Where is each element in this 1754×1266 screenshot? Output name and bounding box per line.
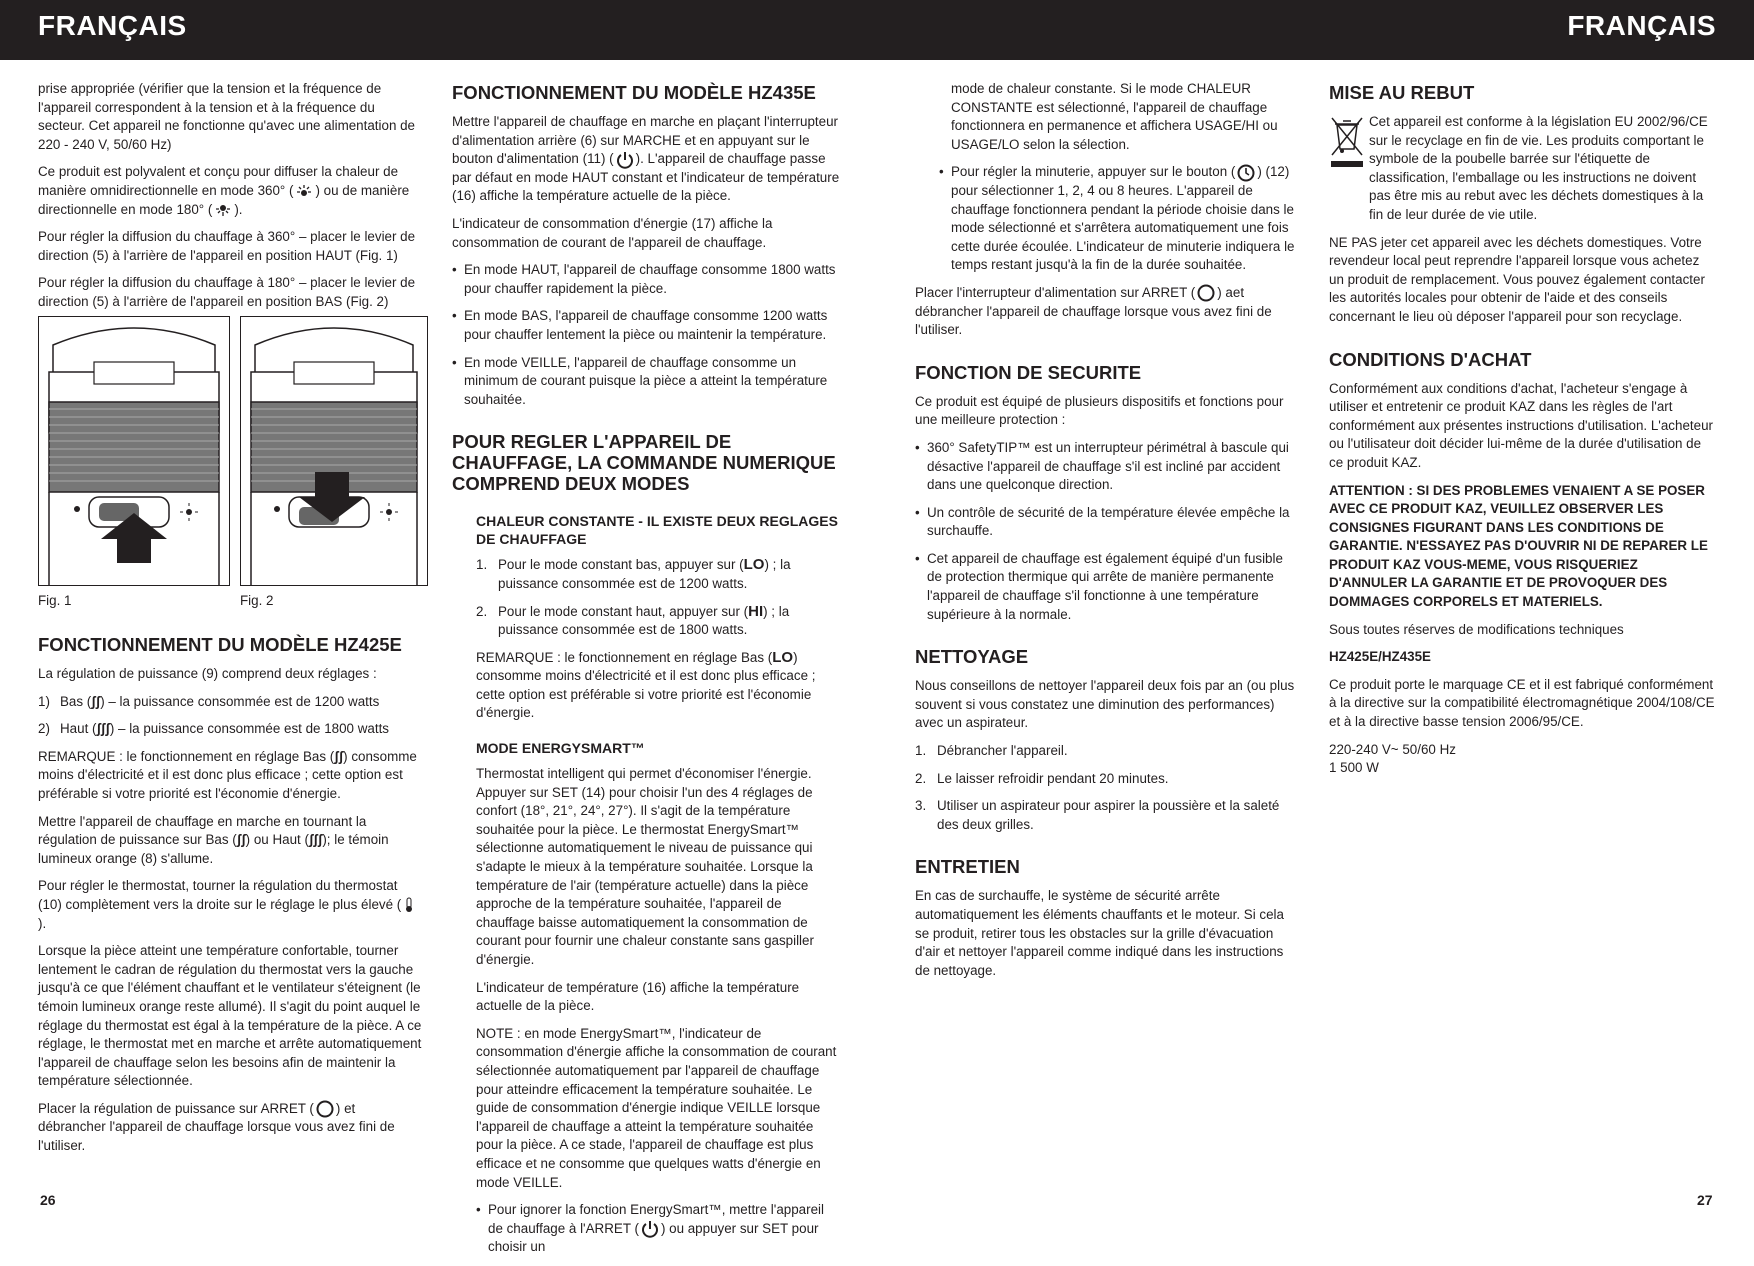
- list-item: 2. Le laisser refroidir pendant 20 minutes.: [915, 770, 1169, 786]
- section-heading: NETTOYAGE: [915, 646, 1029, 668]
- section-heading: FONCTIONNEMENT DU MODÈLE HZ425E: [38, 634, 402, 655]
- paragraph: Pour régler la diffusion du chauffage à 180° – placer le levier de direction (5) à l'arrière de l'appareil en position BAS (Fig. 2): [38, 275, 416, 309]
- list-item: • En mode HAUT, l'appareil de chauffage consomme 1800 watts pour chauffer rapidement la pièce.: [452, 261, 840, 298]
- paragraph: Placer l'interrupteur d'alimentation sur ARRET ( ) aet débrancher l'appareil de chauffage lorsque vous avez fini de l'utiliser.: [915, 284, 1272, 338]
- low-power-icon: ʃʃ: [91, 693, 101, 709]
- thermometer-icon: [403, 897, 415, 913]
- column-1-lower: [38, 622, 422, 1165]
- page-number-right: 27: [1697, 1192, 1713, 1208]
- figure-2-heater-down: [240, 316, 428, 586]
- list-item: • Pour régler la minuterie, appuyer sur le bouton ( ) (12) pour sélectionner 1, 2, 4 ou 8 heures. L'appareil de chauffage fonctionnera pendant la période choisie dans le mode sélectionné et s'arrêtera automatiquement une fois cette durée écoulée. L'indicateur de minuterie indiquera le temps restant jusqu'à la fin de la durée souhaitée.: [939, 163, 1300, 275]
- paragraph: Mettre l'appareil de chauffage en marche en tournant la régulation de puissance sur Bas (ʃʃ) ou Haut (ʃʃʃ); le témoin lumineux orange (8) s'allume.: [38, 813, 389, 866]
- heater-illustration-fig2: [241, 317, 427, 585]
- weee-block: [1329, 113, 1717, 225]
- figure-1-heater-up: [38, 316, 230, 586]
- section-heading: POUR REGLER L'APPAREIL DE CHAUFFAGE, LA COMMANDE NUMERIQUE COMPREND DEUX MODES: [452, 431, 836, 495]
- subsection-heading: CHALEUR CONSTANTE - IL EXISTE DEUX REGLAGES DE CHAUFFAGE: [476, 513, 838, 548]
- paragraph: L'indicateur de consommation d'énergie (17) affiche la consommation de courant de l'appareil de chauffage.: [452, 215, 773, 250]
- hi-button-icon: HI: [748, 602, 764, 620]
- paragraph: mode de chaleur constante. Si le mode CHALEUR CONSTANTE est sélectionné, l'appareil de chauffage fonctionnera en permanence et affichera USAGE/HI ou USAGE/LO selon la sélection.: [951, 81, 1278, 152]
- paragraph: L'indicateur de température (16) affiche la température actuelle de la pièce.: [476, 979, 800, 1014]
- column-1: [38, 80, 422, 321]
- subsection-heading: MODE ENERGYSMART™: [476, 740, 645, 757]
- paragraph: Conformément aux conditions d'achat, l'acheteur s'engage à utiliser et entretenir ce produit KAZ dans les règles de l'art conformément aux présentes instructions d'utilisation. L'acheteur ou l'utilisateur doit décider lui-même de la durée d'utilisation de ce produit KAZ.: [1329, 380, 1713, 470]
- column-3: [915, 80, 1300, 989]
- paragraph: La régulation de puissance (9) comprend deux réglages :: [38, 666, 377, 681]
- low-power-icon: ʃʃ: [334, 748, 344, 764]
- section-heading: ENTRETIEN: [915, 856, 1020, 878]
- list-item: 1) Bas (ʃʃ) – la puissance consommée est de 1200 watts: [38, 693, 380, 709]
- paragraph: REMARQUE : le fonctionnement en réglage Bas (LO) consomme moins d'électricité et il est donc plus efficace ; cette option est préférable si votre priorité est l'économie d'énergie.: [476, 648, 816, 721]
- paragraph: Mettre l'appareil de chauffage en marche en plaçant l'interrupteur d'alimentation arrière (6) sur MARCHE et en appuyant sur le bouton d'alimentation (11) ( ). L'appareil de chauffage passe par défaut en mode HAUT constant et l'indicateur de température (16) affiche la température actuelle de la pièce.: [452, 114, 840, 204]
- list-item: • En mode VEILLE, l'appareil de chauffage consomme un minimum de courant puisque la pièce a atteint la température souhaitée.: [452, 354, 840, 410]
- section-heading: MISE AU REBUT: [1329, 82, 1475, 103]
- warning-paragraph: ATTENTION : SI DES PROBLEMES VENAIENT A SE POSER AVEC CE PRODUIT KAZ, VEUILLEZ OBSERVER LES CONSIGNES FIGURANT DANS LES CONDITIONS DE GARANTIE. N'ESSAYEZ PAS D'OUVRIR NI DE REPARER LE PRODUIT KAZ VOUS-MEME, VOUS RISQUERIEZ D'ANNULER LA GARANTIE ET DE PROVOQUER DES DOMMAGES CORPORELS ET MATERIELS.: [1329, 482, 1708, 610]
- power-icon: [616, 151, 634, 169]
- section-heading: CONDITIONS D'ACHAT: [1329, 348, 1532, 370]
- paragraph: Sous toutes réserves de modifications techniques: [1329, 621, 1624, 637]
- paragraph: Nous conseillons de nettoyer l'appareil deux fois par an (ou plus souvent si vous constatez une diminution des performances) avec un aspirateur.: [915, 678, 1295, 731]
- paragraph: prise appropriée (vérifier que la tension et la fréquence de l'appareil correspondent à la tension et à la fréquence du secteur. Cet appareil ne fonctionne qu'avec une alimentation de 220 - 240 V, 50/60 Hz): [38, 81, 416, 152]
- paragraph: Placer la régulation de puissance sur ARRET ( ) et débrancher l'appareil de chauffage lorsque vous avez fini de l'utiliser.: [38, 1100, 395, 1154]
- list-item: • Cet appareil de chauffage est également équipé d'un fusible de protection thermique qui arrête de manière permanente l'appareil de chauffage s'il fonctionne à une température supérieure à la normale.: [915, 550, 1300, 624]
- timer-clock-icon: [1237, 164, 1255, 182]
- low-power-icon: ʃʃ: [236, 832, 246, 848]
- list-item: 3. Utiliser un aspirateur pour aspirer la poussière et la saleté des deux grilles.: [915, 798, 1280, 832]
- power-spec: 1 500 W: [1329, 760, 1379, 776]
- paragraph: NOTE : en mode EnergySmart™, l'indicateur de consommation d'énergie affiche la consommation de courant sélectionnée automatiquement par l'appareil de chauffage pour atteindre efficacement la température souhaitée. Le guide de consommation d'énergie indique VEILLE lorsque l'appareil de chauffage a atteint la température souhaitée pour la pièce. A ce stade, l'appareil de chauffage est plus efficace et ne consomme que quelques watts d'énergie en mode VEILLE.: [476, 1025, 837, 1190]
- paragraph: Ce produit est équipé de plusieurs dispositifs et fonctions pour une meilleure protection :: [915, 393, 1284, 428]
- heat-360-icon: [295, 184, 313, 198]
- page-number-left: 26: [40, 1192, 56, 1208]
- lo-button-icon: LO: [772, 648, 794, 666]
- power-icon: [641, 1220, 659, 1238]
- paragraph: Ce produit est polyvalent et conçu pour diffuser la chaleur de manière omnidirectionnelle en mode 360° ( ) ou de manière directionnelle en mode 180° ( ).: [38, 164, 410, 217]
- paragraph: Lorsque la pièce atteint une température confortable, tourner lentement le cadran de régulation du thermostat vers la gauche jusqu'à ce que l'élément chauffant et le ventilateur s'éteignent (le témoin lumineux orange reste allumé). Il s'agit du point auquel le réglage du thermostat est égal à la température de la pièce. A ce réglage, le thermostat met en marche et arrête automatiquement l'appareil de chauffage selon les besoins afin de maintenir la température sélectionnée.: [38, 943, 422, 1089]
- high-power-icon: ʃʃʃ: [96, 721, 110, 737]
- lo-button-icon: LO: [743, 556, 765, 574]
- header-bar: [0, 0, 1754, 60]
- paragraph: Pour régler la diffusion du chauffage à 360° – placer le levier de direction (5) à l'arrière de l'appareil en position HAUT (Fig. 1): [38, 229, 416, 263]
- list-item: 2. Pour le mode constant haut, appuyer sur (HI) ; la puissance consommée est de 1800 watts.: [476, 602, 790, 638]
- column-4: [1329, 80, 1717, 787]
- list-item: • Un contrôle de sécurité de la température élevée empêche la surchauffe.: [915, 504, 1300, 541]
- section-heading: FONCTIONNEMENT DU MODÈLE HZ435E: [452, 82, 816, 103]
- subsection: [452, 512, 840, 1257]
- paragraph: En cas de surchauffe, le système de sécurité arrête automatiquement les éléments chauffants et le moteur. Si cela se produit, retirer tous les obstacles sur la grille d'évacuation d'air et nettoyer l'appareil comme indiqué dans les instructions de nettoyage.: [915, 888, 1284, 978]
- list-item: 1. Débrancher l'appareil.: [915, 743, 1068, 759]
- language-label-left: FRANÇAIS: [38, 10, 187, 41]
- paragraph: REMARQUE : le fonctionnement en réglage Bas (ʃʃ) consomme moins d'électricité et il est donc plus efficace ; cette option est préférable si votre priorité est l'économie d'énergie.: [38, 748, 417, 801]
- figure-1-caption: Fig. 1: [38, 593, 72, 608]
- figure-2-caption: Fig. 2: [240, 593, 274, 608]
- model-numbers: HZ425E/HZ435E: [1329, 649, 1431, 665]
- list-item: • En mode BAS, l'appareil de chauffage consomme 1200 watts pour chauffer lentement la pièce ou maintenir la température.: [452, 307, 840, 344]
- paragraph: Ce produit porte le marquage CE et il est fabriqué conformément à la directive sur la compatibilité électromagnétique 2004/108/CE et à la directive basse tension 2006/95/CE.: [1329, 676, 1715, 730]
- section-heading: FONCTION DE SECURITE: [915, 361, 1142, 383]
- paragraph: Cet appareil est conforme à la législation EU 2002/96/CE sur le recyclage en fin de vie. Les produits comportant le symbole de la poubelle barrée sur l'étiquette de classification, l'emballage ou les instructions ne doivent pas être mis au rebut avec les déchets domestiques à la fin de leur durée de vie utile.: [1369, 114, 1708, 222]
- heat-180-icon: [214, 203, 232, 217]
- list-item: • 360° SafetyTIP™ est un interrupteur périmétral à bascule qui désactive l'appareil de chauffage s'il est incliné par accident dans une quelconque direction.: [915, 439, 1300, 495]
- paragraph: NE PAS jeter cet appareil avec les déchets domestiques. Votre revendeur local peut reprendre l'appareil lorsque vous achetez un produit de remplacement. Vous pouvez également contacter les autorités locales pour obtenir de l'aide et des conseils concernant le lieu où déposer l'appareil pour son recyclage.: [1329, 234, 1705, 324]
- off-circle-icon: [1197, 284, 1215, 302]
- paragraph: Pour régler le thermostat, tourner la régulation du thermostat (10) complètement vers la droite sur le réglage le plus élevé ().: [38, 877, 422, 933]
- column-2: [452, 80, 840, 1266]
- high-power-icon: ʃʃʃ: [308, 832, 323, 848]
- list-item: 1. Pour le mode constant bas, appuyer sur (LO) ; la puissance consommée est de 1200 watts.: [476, 556, 791, 591]
- off-circle-icon: [316, 1100, 334, 1118]
- list-item: • Pour ignorer la fonction EnergySmart™, mettre l'appareil de chauffage à l'ARRET ( ) ou appuyer sur SET pour choisir un: [476, 1201, 840, 1257]
- heater-illustration-fig1: [39, 317, 229, 585]
- voltage-spec: 220-240 V~ 50/60 Hz: [1329, 741, 1456, 757]
- language-label-right: FRANÇAIS: [1567, 10, 1716, 41]
- crossed-bin-icon: [1329, 115, 1365, 169]
- list-item: 2) Haut (ʃʃʃ) – la puissance consommée est de 1800 watts: [38, 721, 389, 737]
- paragraph: Thermostat intelligent qui permet d'économiser l'énergie. Appuyer sur SET (14) pour choisir l'un des 4 réglages de confort (18°, 21°, 24°, 27°). Il s'agit de la température souhaitée pour la pièce. Le thermostat EnergySmart™ sélectionne automatiquement le niveau de puissance qui s'adapte le mieux à la température souhaitée. Lorsque la température de l'air (température actuelle) dans la pièce approche de la température souhaitée, l'appareil de chauffage baisse automatiquement la consommation de courant pour fournir une chaleur constante sans gaspiller d'énergie.: [476, 766, 814, 967]
